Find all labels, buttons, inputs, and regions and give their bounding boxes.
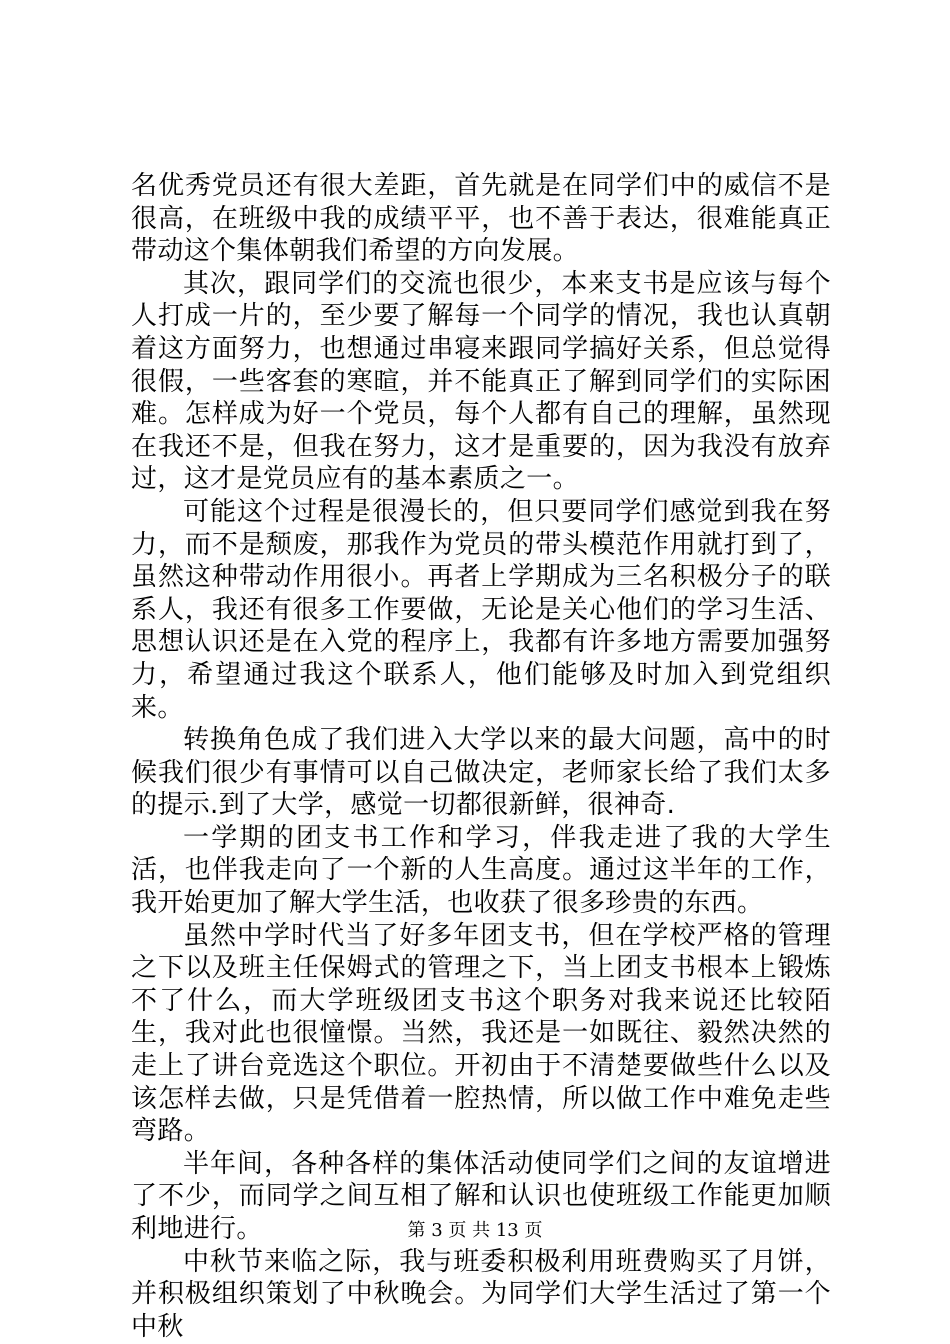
- page-number-footer: 第 3 页 共 13 页: [407, 1220, 543, 1241]
- document-body: [131, 170, 831, 1343]
- paragraph-1: 名优秀党员还有很大差距，首先就是在同学们中的威信不是很高，在班级中我的成绩平平，也不善于表达，很难能真正带动这个集体朝我们希望的方向发展。: [131, 171, 831, 267]
- paragraph-7: 半年间，各种各样的集体活动使同学们之间的友谊增进了不少，而同学之间互相了解和认识也使班级工作能更加顺利地进行。: [131, 1148, 831, 1244]
- paragraph-4: 转换角色成了我们进入大学以来的最大问题，高中的时候我们很少有事情可以自己做决定，老师家长给了我们太多的提示.到了大学，感觉一切都很新鲜，很神奇.: [131, 725, 831, 821]
- paragraph-3: 可能这个过程是很漫长的，但只要同学们感觉到我在努力，而不是颓废，那我作为党员的带头模范作用就打到了，虽然这种带动作用很小。再者上学期成为三名积极分子的联系人，我还有很多工作要做，无论是关心他们的学习生活、思想认识还是在入党的程序上，我都有许多地方需要加强努力，希望通过我这个联系人，他们能够及时加入到党组织来。: [131, 496, 831, 723]
- paragraph-6: 虽然中学时代当了好多年团支书，但在学校严格的管理之下以及班主任保姆式的管理之下，当上团支书根本上锻炼不了什么，而大学班级团支书这个职务对我来说还比较陌生，我对此也很憧憬。当然，我还是一如既往、毅然决然的走上了讲台竞选这个职位。开初由于不清楚要做些什么以及该怎样去做，只是凭借着一腔热情，所以做工作中难免走些弯路。: [131, 920, 831, 1147]
- paragraph-5: 一学期的团支书工作和学习，伴我走进了我的大学生活，也伴我走向了一个新的人生高度。通过这半年的工作，我开始更加了解大学生活，也收获了很多珍贵的东西。: [131, 822, 831, 919]
- paragraph-8: 中秋节来临之际，我与班委积极利用班费购买了月饼，并积极组织策划了中秋晚会。为同学们大学生活过了第一个中秋: [131, 1246, 831, 1342]
- paragraph-2: 其次，跟同学们的交流也很少，本来支书是应该与每个人打成一片的，至少要了解每一个同学的情况，我也认真朝着这方面努力，也想通过串寝来跟同学搞好关系，但总觉得很假，一些客套的寒暄，并不能真正了解到同学们的实际困难。怎样成为好一个党员，每个人都有自己的理解，虽然现在我还不是，但我在努力，这才是重要的，因为我没有放弃过，这才是党员应有的基本素质之一。: [131, 268, 831, 495]
